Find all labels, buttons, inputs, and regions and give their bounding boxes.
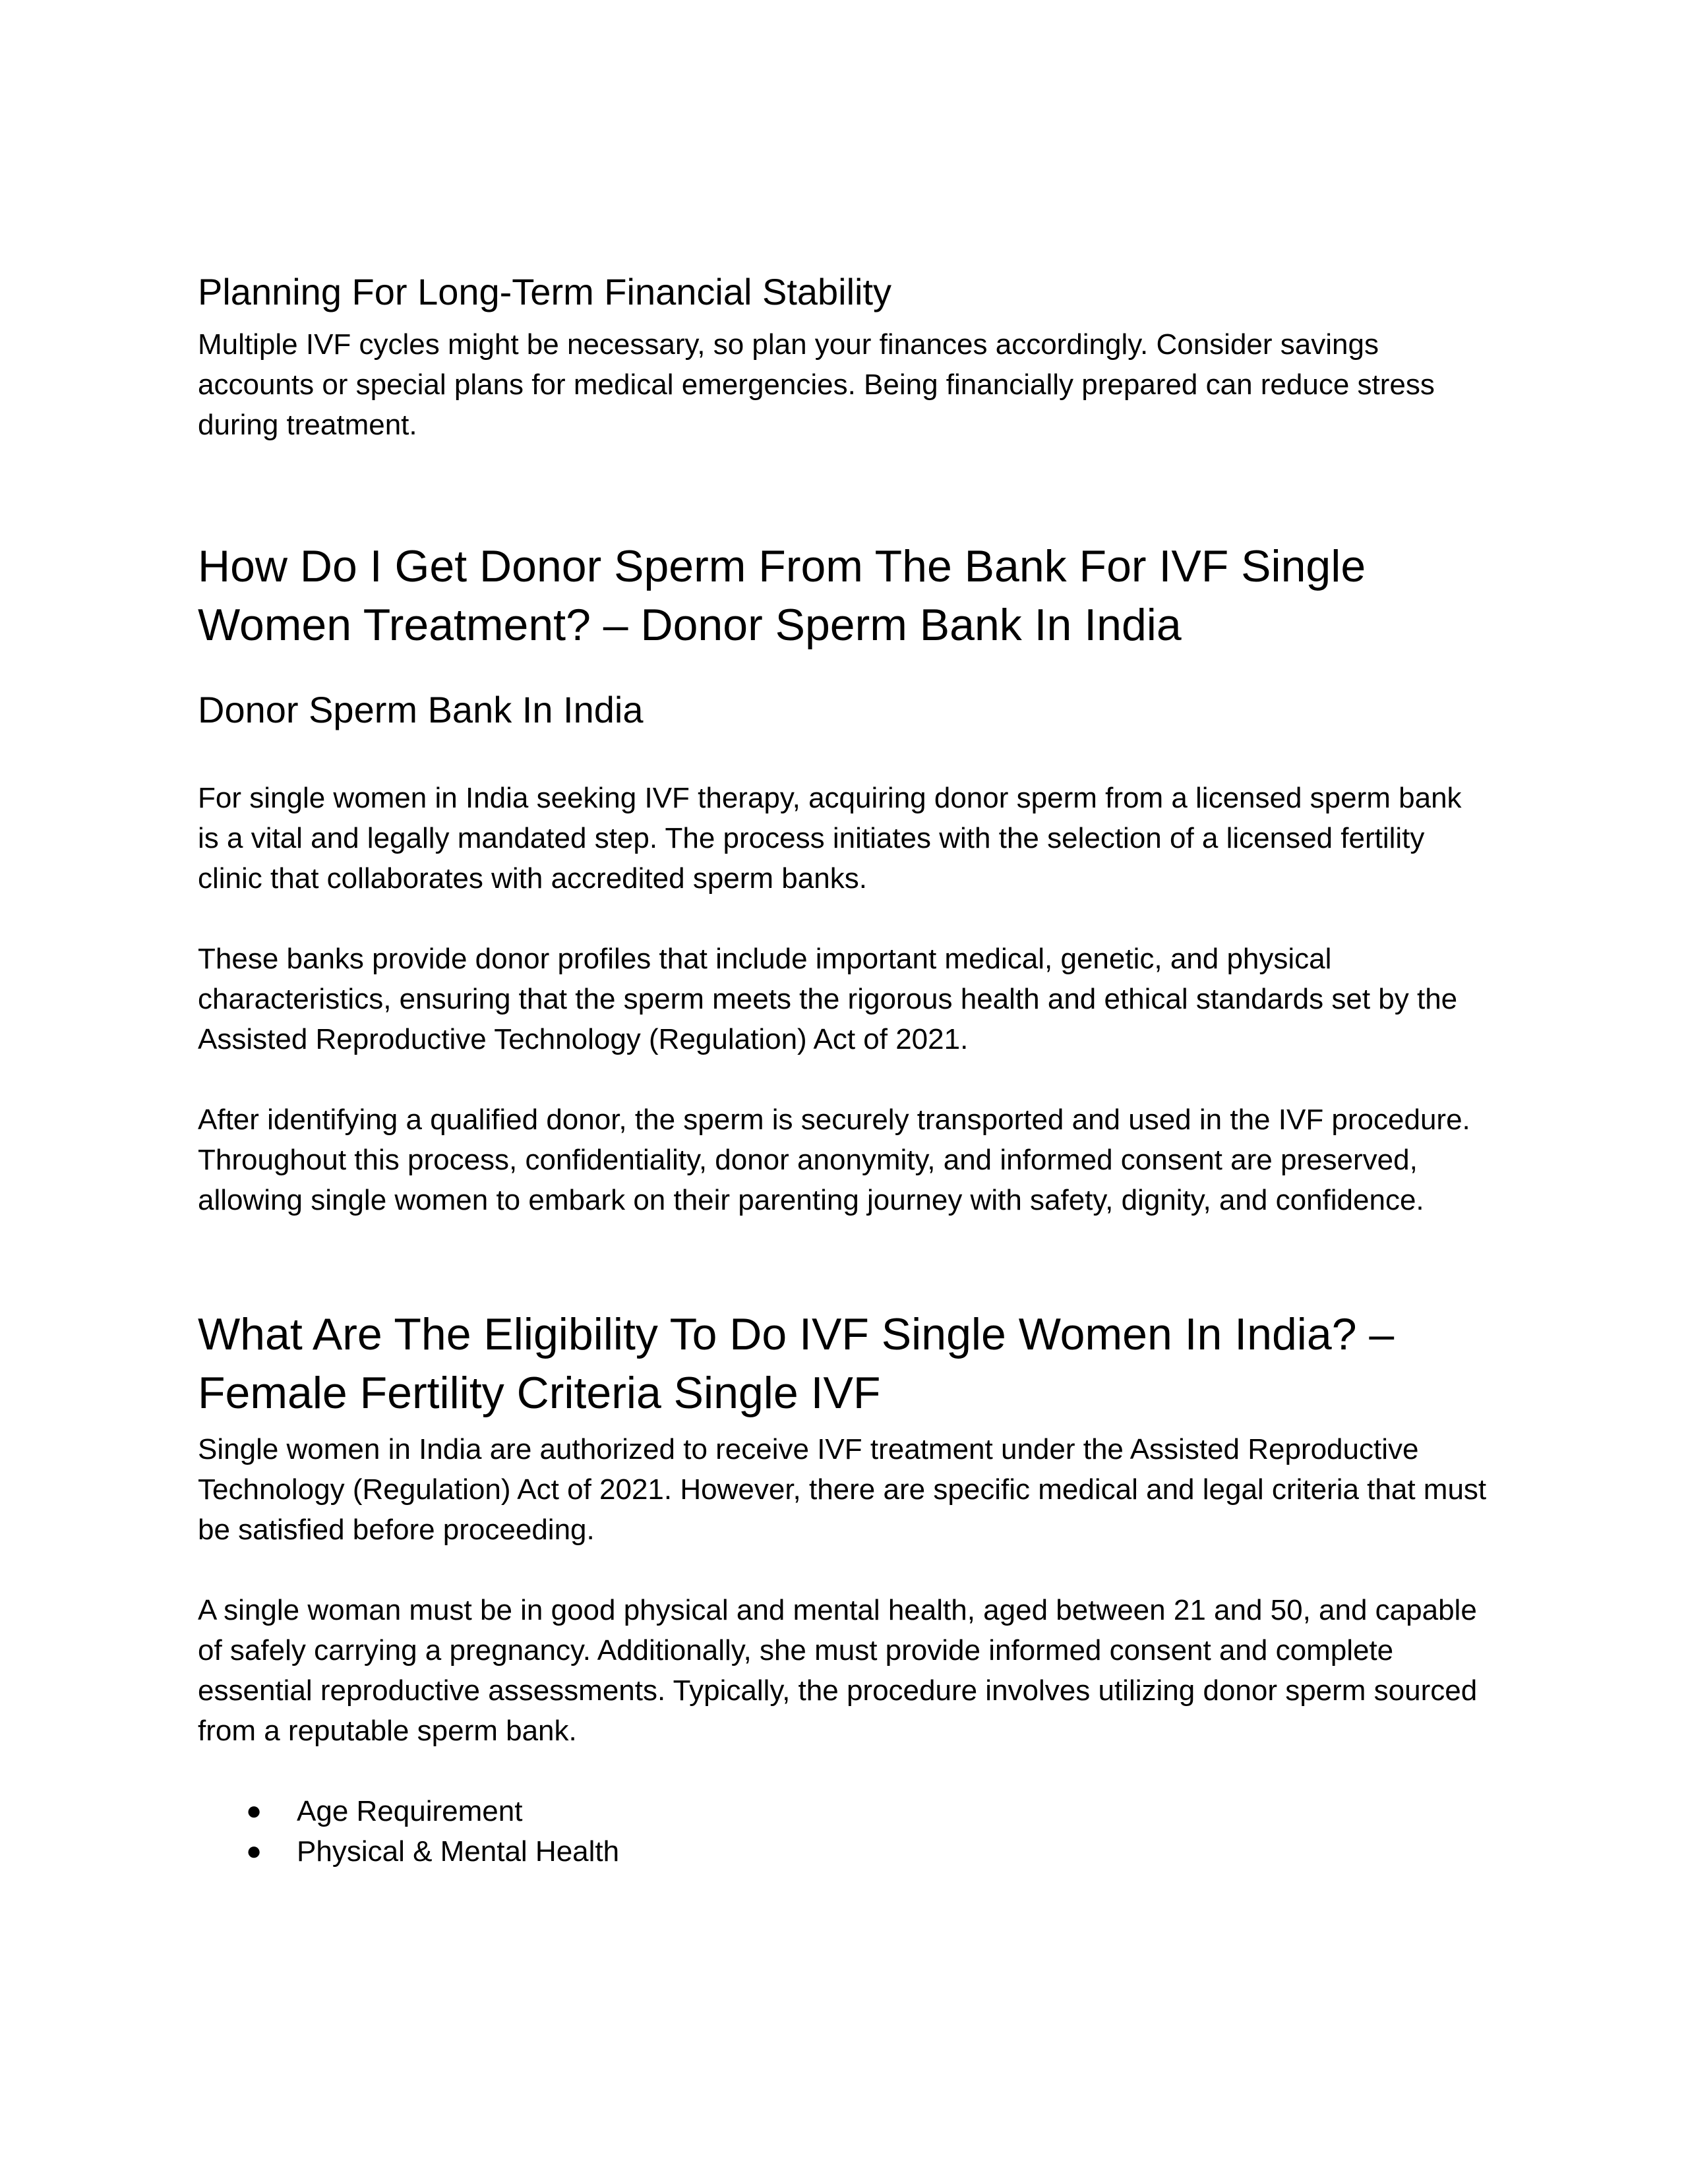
heading-donor-sperm-bank: How Do I Get Donor Sperm From The Bank For IVF Single Women Treatment? – Donor Sperm Bank In India xyxy=(198,541,1366,650)
paragraph-eligibility-1: Single women in India are authorized to receive IVF treatment under the Assisted Reproductive Technology (Regulation) Act of 2021. However, there are specific medical and legal criteria that must be satisfied before proceeding. xyxy=(198,1433,1487,1546)
bullet-icon: ● xyxy=(246,1796,262,1825)
list-item-label: Age Requirement xyxy=(297,1795,523,1827)
paragraph-donor-3: After identifying a qualified donor, the sperm is securely transported and used in the IVF procedure. Throughout this process, confidentiality, donor anonymity, and informed consent are preserved, allowing single women to embark on their parenting journey with safety, dignity, and confidence. xyxy=(198,1104,1470,1216)
heading-eligibility: What Are The Eligibility To Do IVF Single Women In India? – Female Fertility Criteria Single IVF xyxy=(198,1309,1395,1418)
document-content xyxy=(198,267,1490,1872)
bullet-icon: ● xyxy=(246,1837,262,1866)
heading-financial-stability: Planning For Long-Term Financial Stability xyxy=(198,271,892,312)
subheading-donor-sperm-bank-india: Donor Sperm Bank In India xyxy=(198,689,644,730)
list-item-label: Physical & Mental Health xyxy=(297,1835,620,1868)
list-item xyxy=(198,1831,1490,1872)
eligibility-list xyxy=(198,1791,1490,1872)
list-item xyxy=(198,1791,1490,1831)
paragraph-eligibility-2: A single woman must be in good physical and mental health, aged between 21 and 50, and capable of safely carrying a pregnancy. Additionally, she must provide informed consent and complete essential reproductive assessments. Typically, the procedure involves utilizing donor sperm sourced from a reputable sperm bank. xyxy=(198,1594,1478,1747)
paragraph-donor-1: For single women in India seeking IVF therapy, acquiring donor sperm from a licensed sperm bank is a vital and legally mandated step. The process initiates with the selection of a licensed fertility clinic that collaborates with accredited sperm banks. xyxy=(198,782,1462,895)
paragraph-financial-stability: Multiple IVF cycles might be necessary, so plan your finances accordingly. Consider savings accounts or special plans for medical emergencies. Being financially prepared can reduce stress during treatment. xyxy=(198,328,1435,441)
paragraph-donor-2: These banks provide donor profiles that include important medical, genetic, and physical characteristics, ensuring that the sperm meets the rigorous health and ethical standards set by the Assisted Reproductive Technology (Regulation) Act of 2021. xyxy=(198,943,1458,1055)
